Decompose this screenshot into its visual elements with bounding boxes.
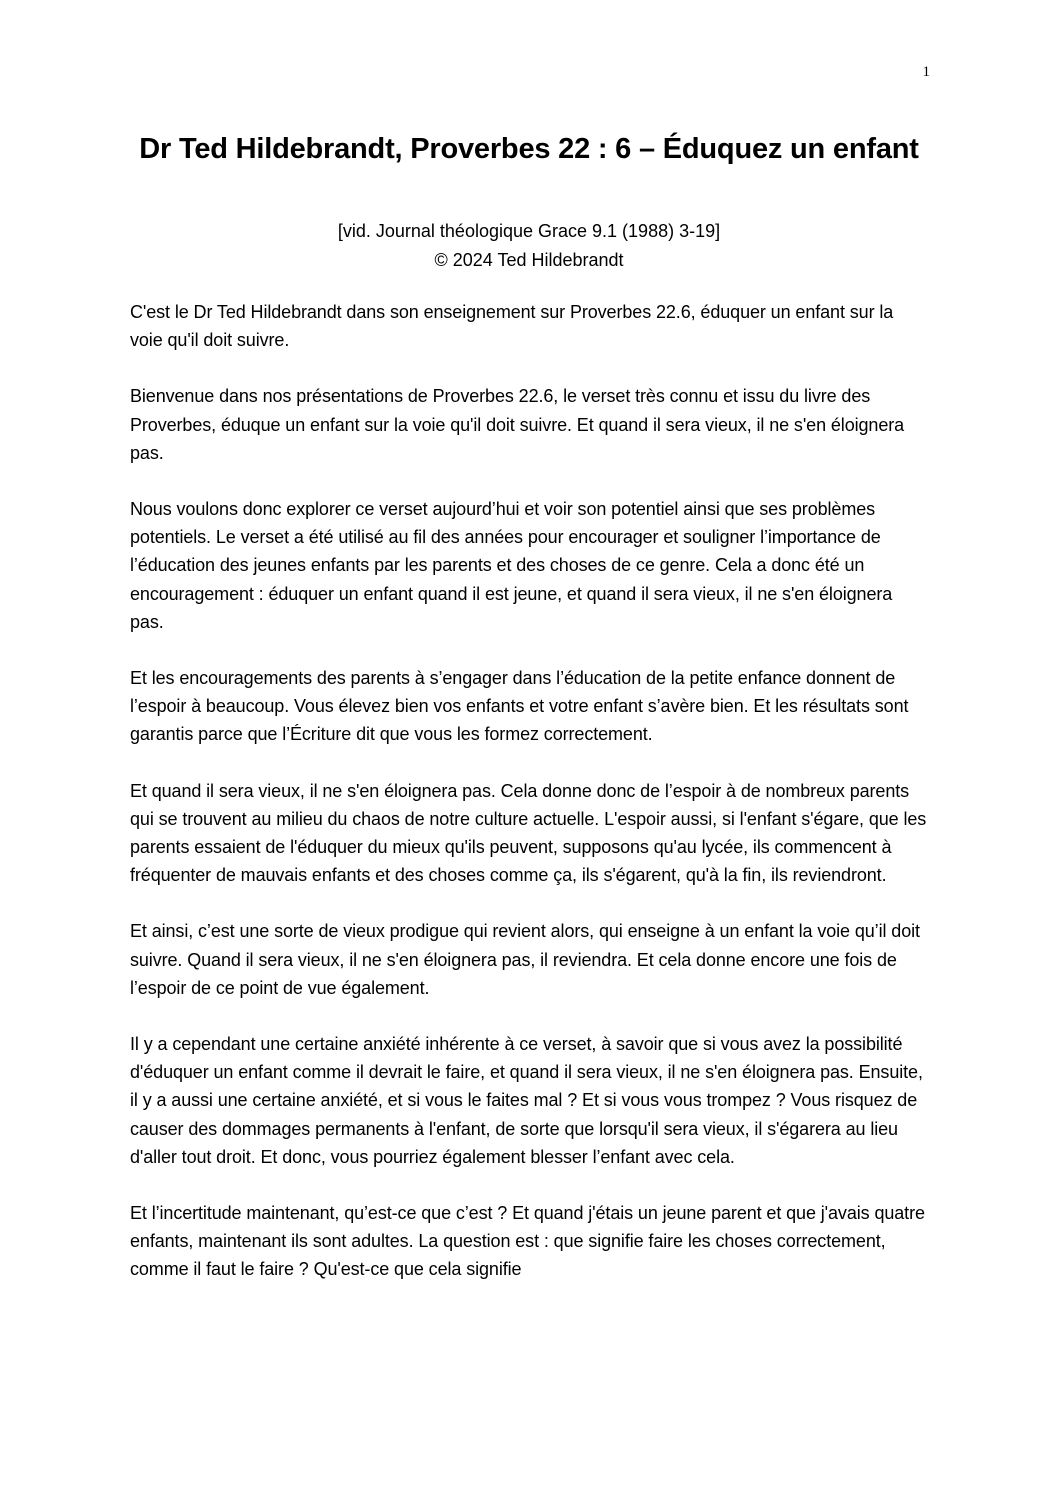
document-body [130,298,930,1312]
paragraph: Bienvenue dans nos présentations de Proverbes 22.6, le verset très connu et issu du livre des Proverbes, éduque un enfant sur la voie qu'il doit suivre. Et quand il sera vieux, il ne s'en éloignera pas. [130,386,905,463]
paragraph: Il y a cependant une certaine anxiété inhérente à ce verset, à savoir que si vous avez la possibilité d'éduquer un enfant comme il devrait le faire, et quand il sera vieux, il ne s'en éloignera pas. Ensuite, il y a aussi une certaine anxiété, et si vous le faites mal ? Et si vous vous trompez ? Vous risquez de causer des dommages permanents à l'enfant, de sorte que lorsqu'il sera vieux, il s'égarera au lieu d'aller tout droit. Et donc, vous pourriez également blesser l’enfant avec cela. [130,1034,923,1167]
page-number: 1 [922,64,930,80]
paragraph: C'est le Dr Ted Hildebrandt dans son enseignement sur Proverbes 22.6, éduquer un enfant sur la voie qu'il doit suivre. [130,302,894,351]
paragraph: Et les encouragements des parents à s’engager dans l’éducation de la petite enfance donnent de l’espoir à beaucoup. Vous élevez bien vos enfants et votre enfant s’avère bien. Et les résultats sont garantis parce que l’Écriture dit que vous les formez correctement. [130,668,909,745]
paragraph: Et l’incertitude maintenant, qu’est-ce que c’est ? Et quand j'étais un jeune parent et que j'avais quatre enfants, maintenant ils sont adultes. La question est : que signifie faire les choses correctement, comme il faut le faire ? Qu'est-ce que cela signifie [130,1203,925,1280]
paragraph: Nous voulons donc explorer ce verset aujourd’hui et voir son potentiel ainsi que ses problèmes potentiels. Le verset a été utilisé au fil des années pour encourager et souligner l’importance de l’éducation des jeunes enfants par les parents et des choses de ce genre. Cela a donc été un encouragement : éduquer un enfant quand il est jeune, et quand il sera vieux, il ne s'en éloignera pas. [130,499,893,632]
document-title: Dr Ted Hildebrandt, Proverbes 22 : 6 – Éduquez un enfant [139,133,919,165]
document-subtitle [130,217,928,275]
copyright-notice: © 2024 Ted Hildebrandt [434,250,624,270]
paragraph: Et ainsi, c’est une sorte de vieux prodigue qui revient alors, qui enseigne à un enfant la voie qu’il doit suivre. Quand il sera vieux, il ne s'en éloignera pas, il reviendra. Et cela donne encore une fois de l’espoir de ce point de vue également. [130,921,920,998]
source-citation: [vid. Journal théologique Grace 9.1 (1988) 3-19] [337,221,721,241]
paragraph: Et quand il sera vieux, il ne s'en éloignera pas. Cela donne donc de l’espoir à de nombreux parents qui se trouvent au milieu du chaos de notre culture actuelle. L'espoir aussi, si l'enfant s'égare, que les parents essaient de l'éduquer du mieux qu'ils peuvent, supposons qu'au lycée, ils commencent à fréquenter de mauvais enfants et des choses comme ça, ils s'égarent, qu'à la fin, ils reviendront. [130,780,927,886]
